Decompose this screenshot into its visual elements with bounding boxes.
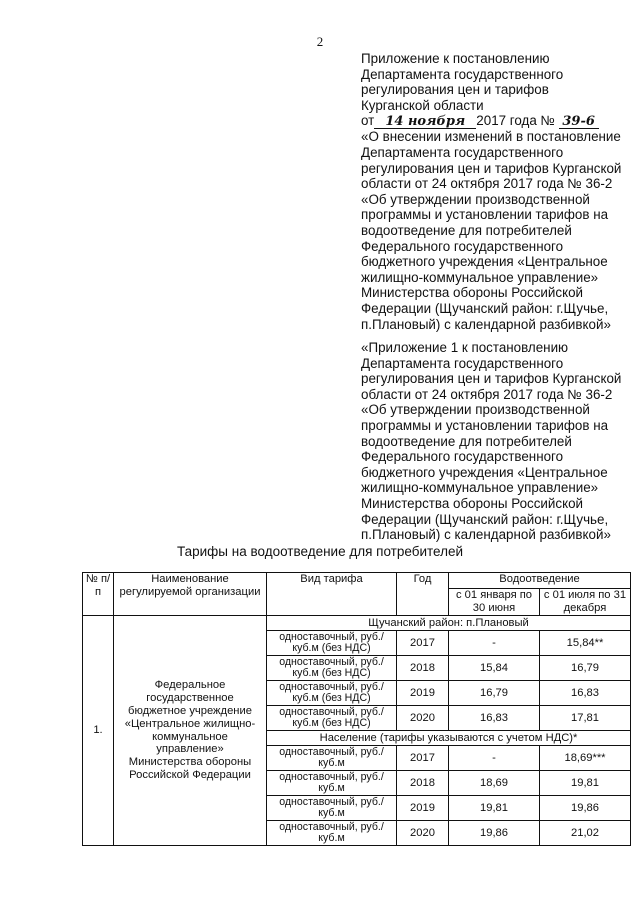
title-line: жилищно-коммунальное управление» <box>361 269 599 285</box>
date-prefix: от <box>361 113 375 129</box>
quote-line: жилищно-коммунальное управление» <box>361 480 599 496</box>
quote-line: регулирования цен и тарифов Курганской <box>361 371 622 387</box>
quote-line: Департамента государственного <box>361 355 564 371</box>
period-1-cell: 18,69 <box>449 771 540 796</box>
year-cell: 2017 <box>397 746 449 771</box>
region-label: Щучанский район: п.Плановый <box>267 616 631 631</box>
period-2-cell: 17,81 <box>540 706 631 731</box>
quote-line: Федерации (Щучанский район: г.Щучье, <box>361 511 609 527</box>
period-1-cell: 16,83 <box>449 706 540 731</box>
period-1-cell: 19,86 <box>449 821 540 846</box>
header-line: Департамента государственного <box>361 66 564 82</box>
year-cell: 2017 <box>397 631 449 656</box>
table-header-row <box>83 573 631 589</box>
period-2-cell: 15,84** <box>540 631 631 656</box>
title-line: Департамента государственного <box>361 144 564 160</box>
title-line: бюджетного учреждения «Центральное <box>361 254 608 270</box>
header-period-1: с 01 января по 30 июня <box>449 589 540 616</box>
title-line: «Об утверждении производственной <box>361 191 590 207</box>
title-line: Федерального государственного <box>361 238 564 254</box>
appendix-quote <box>361 340 623 543</box>
period-2-cell: 18,69*** <box>540 746 631 771</box>
period-1-cell: 19,81 <box>449 796 540 821</box>
quote-line: бюджетного учреждения «Центральное <box>361 464 608 480</box>
period-2-cell: 16,83 <box>540 681 631 706</box>
handwritten-date: 14 ноября <box>374 116 476 129</box>
date-line <box>361 113 623 129</box>
quote-line: Федерального государственного <box>361 449 564 465</box>
quote-line: «Приложение 1 к постановлению <box>361 340 569 355</box>
quote-line: Министерства обороны Российской <box>361 495 584 511</box>
header-line: регулирования цен и тарифов <box>361 82 549 98</box>
quote-line: «Об утверждении производственной <box>361 402 590 418</box>
tariff-type-cell: одноставочный, руб./куб.м (без НДС) <box>267 706 397 731</box>
period-2-cell: 21,02 <box>540 821 631 846</box>
title-line: п.Плановый) с календарной разбивкой» <box>361 316 611 332</box>
period-2-cell: 16,79 <box>540 656 631 681</box>
header-num: № п/п <box>83 573 114 616</box>
quote-line: программы и установлении тарифов на <box>361 417 609 433</box>
tariff-type-cell: одноставочный, руб./куб.м (без НДС) <box>267 656 397 681</box>
tariff-type-cell: одноставочный, руб./куб.м (без НДС) <box>267 681 397 706</box>
organization-name: Федеральное государственное бюджетное учреждение «Центральное жилищно-коммунальное управление» Министерства обороны Российской Федерации <box>114 616 267 846</box>
header-line: Приложение к постановлению <box>361 51 550 66</box>
date-suffix: 2017 года № <box>476 113 555 129</box>
year-cell: 2019 <box>397 796 449 821</box>
header-service: Водоотведение <box>449 573 631 589</box>
period-1-cell: - <box>449 631 540 656</box>
page-number: 2 <box>316 34 324 49</box>
title-line: Федерации (Щучанский район: г.Щучье, <box>361 300 609 316</box>
period-2-cell: 19,81 <box>540 771 631 796</box>
tariff-type-cell: одноставочный, руб./куб.м (без НДС) <box>267 631 397 656</box>
header-org: Наименование регулируемой организации <box>114 573 267 616</box>
tariff-type-cell: одноставочный, руб./куб.м <box>267 771 397 796</box>
title-line: «О внесении изменений в постановление <box>361 129 621 145</box>
quote-line: п.Плановый) с календарной разбивкой» <box>361 527 611 543</box>
header-period-2: с 01 июля по 31 декабря <box>540 589 631 616</box>
year-cell: 2018 <box>397 656 449 681</box>
tariff-table <box>82 572 631 846</box>
title-line: области от 24 октября 2017 года № 36-2 <box>361 176 613 192</box>
tariff-type-cell: одноставочный, руб./куб.м <box>267 821 397 846</box>
period-2-cell: 19,86 <box>540 796 631 821</box>
period-1-cell: - <box>449 746 540 771</box>
year-cell: 2020 <box>397 706 449 731</box>
header-tariff-type: Вид тарифа <box>267 573 397 616</box>
row-number: 1. <box>83 616 114 846</box>
title-line: программы и установлении тарифов на <box>361 207 609 223</box>
table-row <box>83 616 631 631</box>
population-label: Население (тарифы указываются с учетом НДС)* <box>267 731 631 746</box>
header-line: Курганской области <box>361 97 484 113</box>
quote-line: области от 24 октября 2017 года № 36-2 <box>361 386 613 402</box>
title-line: Министерства обороны Российской <box>361 285 584 301</box>
title-line: водоотведение для потребителей <box>361 222 572 238</box>
quote-line: водоотведение для потребителей <box>361 433 572 449</box>
year-cell: 2018 <box>397 771 449 796</box>
table-title: Тарифы на водоотведение для потребителей <box>176 544 464 559</box>
title-line: регулирования цен и тарифов Курганской <box>361 160 622 176</box>
header-year: Год <box>397 573 449 616</box>
period-1-cell: 16,79 <box>449 681 540 706</box>
year-cell: 2019 <box>397 681 449 706</box>
handwritten-number: 39-6 <box>559 116 599 129</box>
period-1-cell: 15,84 <box>449 656 540 681</box>
appendix-header <box>361 51 623 332</box>
tariff-type-cell: одноставочный, руб./куб.м <box>267 796 397 821</box>
tariff-type-cell: одноставочный, руб./куб.м <box>267 746 397 771</box>
year-cell: 2020 <box>397 821 449 846</box>
